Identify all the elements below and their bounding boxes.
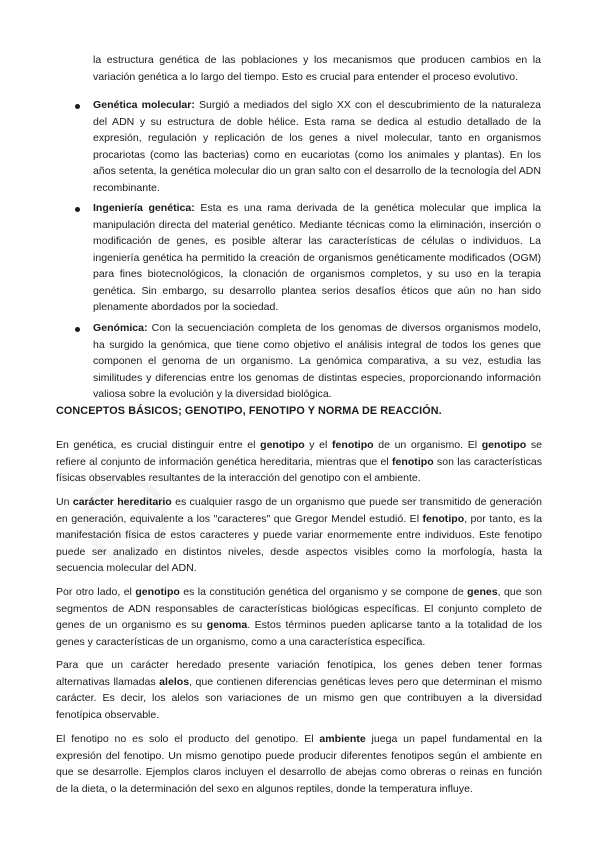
paragraph-genotipo-fenotipo: En genética, es crucial distinguir entre el genotipo y el fenotipo de un organismo. El genotipo se refiere al conjunto de información genética hereditaria, mientras que el fenotipo son las características físicas observables resultantes de la interacción del genotipo con el ambiente. — [56, 439, 542, 484]
intro-continuation: la estructura genética de las poblaciones y los mecanismos que producen cambios en la variación genética a lo largo del tiempo. Esto es crucial para entender el proceso evolutivo. — [93, 54, 541, 83]
paragraph-genotipo-genes: Por otro lado, el genotipo es la constitución genética del organismo y se compone de genes, que son segmentos de ADN responsables de características biológicas específicas. El conjunto completo de genes de un organismo es su genoma. Estos términos pueden aplicarse tanto a la totalidad de los genes y características de un organismo, como a una característica específica. — [56, 586, 542, 648]
bullet-dot-icon — [74, 203, 82, 211]
section-heading: CONCEPTOS BÁSICOS; GENOTIPO, FENOTIPO Y NORMA DE REACCIÓN. — [56, 405, 442, 417]
bullet-text: Con la secuenciación completa de los genomas de diversos organismos modelo, ha surgido la genómica, que tiene como objetivo el análisis integral de todos los genes que componen el genoma de un organismo. La genómica comparativa, a su vez, estudia las similitudes y diferencias entre los genomas de distintas especies, proporcionando información valiosa sobre la evolución y la diversidad biológica. — [93, 322, 541, 400]
bullet-genomica — [93, 320, 541, 403]
paragraph-alelos: Para que un carácter heredado presente variación fenotípica, los genes deben tener formas alternativas llamadas alelos, que contienen diferencias genéticas leves pero que determinan el mismo carácter. Es decir, los alelos son variaciones de un mismo gen que contribuyen a la diversidad fenotípica observable. — [56, 659, 542, 721]
bullet-ingenieria-genetica — [93, 200, 541, 316]
term-ingenieria-genetica: Ingeniería genética: — [93, 202, 195, 214]
bullet-dot-icon — [74, 323, 82, 331]
bullet-text: Esta es una rama derivada de la genética molecular que implica la manipulación directa del material genético. Mediante técnicas como la eliminación, inserción o modificación de genes, es posible alterar las características de células o individuos. La ingeniería genética ha permitido la creación de organismos genéticamente modificados (OGM) para fines biotecnológicos, la clonación de organismos completos, y su uso en la terapia genética. Sin embargo, su desarrollo plantea serios desafíos éticos que aún no han sido plenamente abordados por la sociedad. — [93, 202, 542, 313]
paragraph-ambiente: El fenotipo no es solo el producto del genotipo. El ambiente juega un papel fundamental en la expresión del fenotipo. Un mismo genotipo puede producir diferentes fenotipos según el ambiente en que se desarrolle. Ejemplos claros incluyen el desarrollo de abejas como obreras o reinas en función de la dieta, o la determinación del sexo en algunos reptiles, donde la temperatura influye. — [56, 733, 542, 795]
term-genetica-molecular: Genética molecular: — [93, 99, 195, 111]
bullet-dot-icon — [74, 100, 82, 108]
bullet-text: Surgió a mediados del siglo XX con el descubrimiento de la naturaleza del ADN y su estructura de doble hélice. Esta rama se dedica al estudio detallado de la expresión, regulación y replicación de los genes a nivel molecular, tanto en organismos procariotas (como las bacterias) como en eucariotas (como los animales y plantas). En los años setenta, la genética molecular dio un gran salto con el desarrollo de la tecnología del ADN recombinante. — [93, 99, 541, 194]
paragraph-caracter-hereditario: Un carácter hereditario es cualquier rasgo de un organismo que puede ser transmitido de generación en generación, equivalente a los "caracteres" que Gregor Mendel estudió. El fenotipo, por tanto, es la manifestación física de estos caracteres y puede variar enormemente entre individuos. Este fenotipo puede ser analizado en distintos niveles, desde aspectos visibles como la morfología, hasta la secuencia molecular del ADN. — [56, 496, 542, 574]
bullet-genetica-molecular — [93, 97, 541, 196]
term-genomica: Genómica: — [93, 322, 148, 334]
